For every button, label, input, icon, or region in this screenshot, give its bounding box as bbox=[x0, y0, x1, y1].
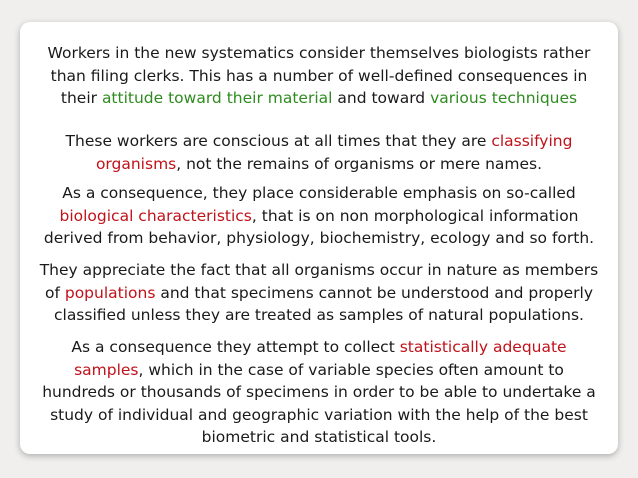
text-line: As a consequence, they place considerable emphasis on so-called bbox=[62, 184, 576, 202]
text-line: Workers in the new systematics consider themselves biologists rather bbox=[47, 44, 591, 62]
highlight-populations: populations bbox=[64, 283, 156, 302]
text-line: derived from behavior, physiology, biochemistry, ecology and so forth. bbox=[43, 229, 595, 247]
paragraph-systematics-intro bbox=[0, 42, 638, 110]
text-line: These workers are conscious at all times that they are classifying bbox=[65, 132, 573, 150]
paragraph-biological-characteristics bbox=[0, 182, 638, 250]
text-line: organisms, not the remains of organisms or mere names. bbox=[95, 154, 543, 173]
highlight-biological-characteristics: biological characteristics bbox=[59, 206, 252, 225]
paragraph-populations bbox=[0, 259, 638, 327]
highlight-classifying: classifying bbox=[491, 132, 573, 150]
highlight-statistically-adequate: statistically adequate bbox=[399, 338, 567, 356]
highlight-attitude: attitude toward their material bbox=[101, 89, 333, 107]
text-line: As a consequence they attempt to collect statistically adequate bbox=[71, 338, 567, 356]
highlight-techniques: various techniques bbox=[430, 89, 578, 107]
text-line: biological characteristics, that is on non morphological information bbox=[59, 206, 579, 225]
text-line: biometric and statistical tools. bbox=[201, 428, 437, 446]
text-line: their attitude toward their material and toward various techniques bbox=[60, 89, 578, 107]
text-line: They appreciate the fact that all organisms occur in nature as members bbox=[39, 261, 599, 279]
text-line: than filing clerks. This has a number of well-defined consequences in bbox=[50, 66, 588, 85]
highlight-samples: samples bbox=[74, 360, 139, 379]
paragraph-statistical-samples bbox=[0, 336, 638, 449]
text-line: study of individual and geographic variation with the help of the best bbox=[50, 405, 588, 424]
highlight-organisms: organisms bbox=[95, 154, 177, 173]
text-line: hundreds or thousands of specimens in order to be able to undertake a bbox=[42, 383, 596, 401]
text-line: classified unless they are treated as samples of natural populations. bbox=[53, 306, 584, 324]
paragraph-classifying-organisms bbox=[0, 130, 638, 175]
text-line: of populations and that specimens cannot be understood and properly bbox=[44, 283, 593, 302]
text-line: samples, which in the case of variable species often amount to bbox=[74, 360, 564, 379]
